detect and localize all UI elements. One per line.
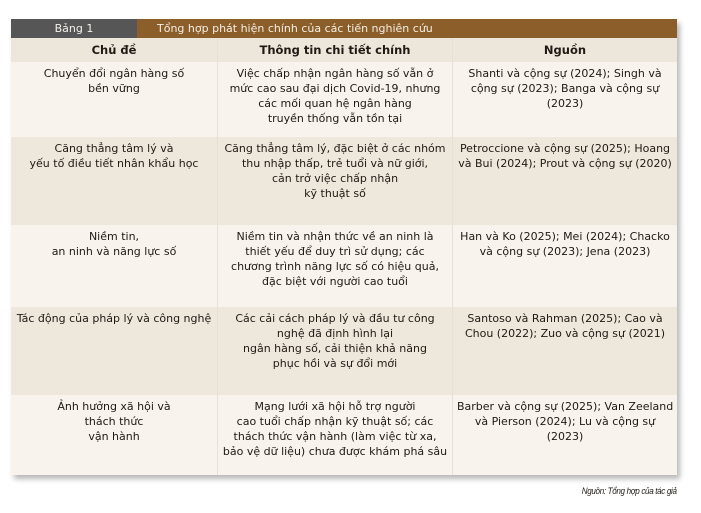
details-line: đặc biệt với người cao tuổi	[262, 275, 408, 288]
sources-line: Santoso và Rahman (2025); Cao và	[467, 312, 663, 325]
details-line: kỹ thuật số	[304, 187, 366, 200]
table-row	[11, 137, 677, 225]
topic-line: Căng thẳng tâm lý và	[54, 142, 174, 155]
details-cell	[218, 395, 453, 475]
details-line: truyền thống vẫn tồn tại	[267, 112, 403, 125]
details-line: chương trình năng lực số có hiệu quả,	[231, 260, 439, 273]
details-line: Các cải cách pháp lý và đầu tư công	[235, 312, 435, 325]
sources-cell	[453, 62, 677, 137]
table-row	[11, 62, 677, 137]
topic-cell	[11, 225, 218, 307]
topic-line: an ninh và năng lực số	[51, 245, 177, 258]
details-line: phục hồi và sự đổi mới	[272, 357, 398, 370]
topic-cell	[11, 62, 218, 137]
sources-line: Petroccione và cộng sự (2025); Hoang	[459, 142, 671, 155]
topic-cell	[11, 137, 218, 225]
details-line: thách thức vận hành (làm việc từ xa,	[233, 430, 437, 443]
source-footnote: Nguồn: Tổng hợp của tác giả	[582, 486, 677, 497]
details-line: nghệ đã định hình lại	[276, 327, 394, 340]
sources-line: (2023)	[546, 430, 584, 443]
table-row	[11, 307, 677, 395]
details-line: Niềm tin và nhận thức về an ninh là	[236, 230, 434, 243]
details-line: cản trở việc chấp nhận	[271, 172, 399, 185]
topic-cell	[11, 307, 218, 395]
sources-line: và Bui (2024); Prout và cộng sự (2020)	[458, 157, 672, 170]
header-details: Thông tin chi tiết chính	[218, 38, 453, 62]
table-number-label: Bảng 1	[11, 19, 137, 38]
details-line: Căng thẳng tâm lý, đặc biệt ở các nhóm	[224, 142, 446, 155]
sources-line: cộng sự (2023); Banga và cộng sự	[470, 82, 660, 95]
sources-line: và Pierson (2024); Lu và cộng sự	[474, 415, 656, 428]
topic-line: Chuyển đổi ngân hàng số	[43, 67, 185, 80]
details-line: Việc chấp nhận ngân hàng số vẫn ở	[236, 67, 434, 80]
sources-cell	[453, 395, 677, 475]
sources-line: Barber và cộng sự (2025); Van Zeeland	[457, 400, 674, 413]
sources-cell	[453, 137, 677, 225]
topic-line: yếu tố điều tiết nhân khẩu học	[29, 157, 199, 170]
table-header-row	[11, 38, 677, 62]
sources-cell	[453, 307, 677, 395]
sources-line: Han và Ko (2025); Mei (2024); Chacko	[460, 230, 670, 243]
sources-line: Chou (2022); Zuo và cộng sự (2021)	[464, 327, 666, 340]
details-line: mức cao sau đại dịch Covid-19, nhưng	[229, 82, 441, 95]
details-cell	[218, 307, 453, 395]
topic-line: Tác động của pháp lý và công nghệ	[16, 312, 212, 325]
details-line: bảo vệ dữ liệu) chưa được khám phá sâu	[222, 445, 448, 458]
details-cell	[218, 62, 453, 137]
sources-cell	[453, 225, 677, 307]
details-line: cao tuổi chấp nhận kỹ thuật số; các	[236, 415, 434, 428]
topic-line: thách thức	[84, 415, 144, 428]
table-row	[11, 395, 677, 475]
sources-line: Shanti và cộng sự (2024); Singh và	[468, 67, 662, 80]
topic-line: bền vững	[88, 82, 140, 95]
details-line: Mạng lưới xã hội hỗ trợ người	[254, 400, 416, 413]
table-row	[11, 225, 677, 307]
details-cell	[218, 137, 453, 225]
details-line: ngân hàng số, cải thiện khả năng	[243, 342, 427, 355]
sources-line: (2023)	[546, 97, 584, 110]
details-line: các mối quan hệ ngân hàng	[258, 97, 412, 110]
findings-table	[11, 19, 677, 475]
details-line: thu nhập thấp, trẻ tuổi và nữ giới,	[241, 157, 429, 170]
table-title: Tổng hợp phát hiện chính của các tiến nghiên cứu	[137, 19, 677, 38]
sources-line: và cộng sự (2023); Jena (2023)	[479, 245, 651, 258]
details-cell	[218, 225, 453, 307]
topic-line: vận hành	[88, 430, 140, 443]
header-sources: Nguồn	[543, 43, 587, 57]
details-line: thiết yếu để duy trì sử dụng; các	[245, 245, 425, 258]
topic-line: Ảnh hưởng xã hội và	[57, 400, 171, 413]
topic-line: Niềm tin,	[88, 230, 140, 243]
table-title-bar	[11, 19, 677, 38]
topic-cell	[11, 395, 218, 475]
header-topic: Chủ đề	[11, 38, 218, 62]
